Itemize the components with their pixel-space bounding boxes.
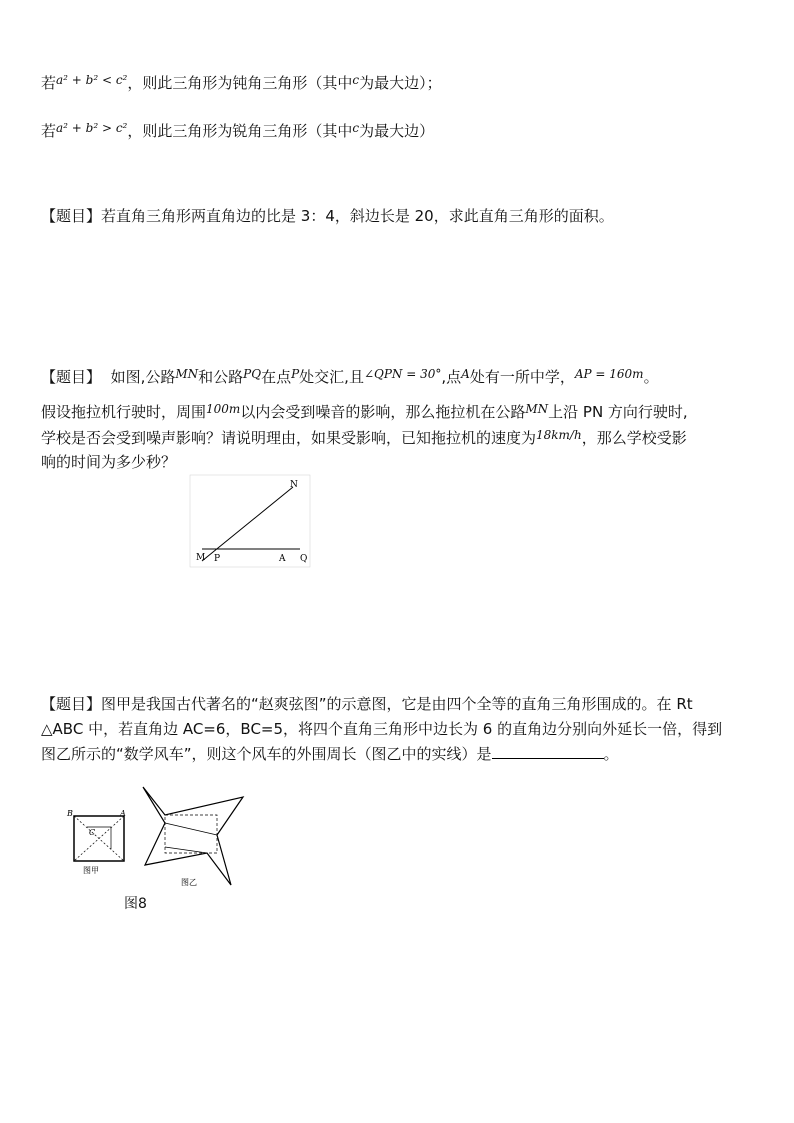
inner-line-1 (165, 823, 217, 835)
problem-3-tag: 【题目】 (41, 695, 102, 713)
caption-yi: 图乙 (181, 878, 197, 887)
label-c: C (89, 828, 96, 837)
rule-acute-suffix: 为最大边） (359, 122, 435, 140)
p2-text-a: 如图,公路 (110, 368, 176, 386)
p3-l1: 图甲是我国古代著名的“赵爽弦图”的示意图，它是由四个全等的直角三角形围成的。在 Rt (101, 695, 693, 713)
label-n: N (290, 480, 298, 490)
inner-line-2 (165, 847, 207, 853)
problem-3-line-3 (41, 744, 619, 764)
label-b: B (67, 809, 73, 818)
rule-obtuse-suffix: 为最大边）； (359, 74, 442, 92)
road-diagram (190, 475, 330, 575)
p2-l2c: 上沿 PN 方向行驶时, (548, 403, 688, 421)
problem-3-line-2 (41, 719, 722, 739)
p2-text-g: 。 (643, 368, 659, 386)
p2-text-c: 在点 (261, 368, 292, 386)
rule-acute (41, 121, 434, 142)
p2-text-d: 处交汇,且 (299, 368, 364, 386)
problem-2-line-2 (41, 402, 688, 423)
problem-3-line-1 (41, 694, 693, 714)
p2-text-f: 处有一所中学， (469, 368, 575, 386)
p2-dist: 100m (206, 402, 241, 416)
figure-jia (65, 805, 135, 880)
rule-obtuse (41, 73, 442, 94)
problem-1-tag: 【题目】 (41, 207, 102, 225)
label-a: A (120, 809, 126, 818)
rule-obtuse-var: c (352, 73, 360, 87)
answer-blank[interactable] (492, 744, 604, 759)
p2-text-e: ,点 (441, 368, 462, 386)
figure-yi (135, 785, 255, 895)
inner-square (165, 815, 217, 853)
p2-l3a: 学校是否会受到噪声影响？请说明理由，如果受影响，已知拖拉机的速度为 (41, 429, 537, 447)
caption-fig8: 图8 (124, 896, 147, 912)
rule-obtuse-formula: a² + b² < c² (56, 73, 128, 87)
p3-l3a: 图乙所示的“数学风车”，则这个风车的外围周长（图乙中的实线）是 (41, 745, 492, 763)
p2-p: P (291, 367, 300, 381)
caption-jia: 图甲 (83, 866, 99, 875)
problem-1-text: 若直角三角形两直角边的比是 3：4，斜边长是 20，求此直角三角形的面积。 (101, 207, 614, 225)
p2-l3b: ，那么学校受影 (581, 429, 687, 447)
p3-l2: △ABC 中，若直角边 AC=6，BC=5，将四个直角三角形中边长为 6 的直角边分别向外延长一倍，得到 (41, 720, 723, 738)
windmill-outline (143, 787, 243, 885)
problem-1 (41, 206, 614, 226)
p2-mn2: MN (525, 402, 549, 416)
problem-2-tag: 【题目】 (41, 368, 102, 386)
p2-speed: 18km/h (536, 428, 582, 442)
rule-acute-text: ，则此三角形为锐角三角形（其中 (127, 122, 353, 140)
rule-obtuse-text: ，则此三角形为钝角三角形（其中 (127, 74, 353, 92)
rule-acute-prefix: 若 (41, 122, 57, 140)
p2-pq: PQ (243, 367, 262, 381)
p3-l3b: 。 (603, 745, 619, 763)
p2-ap: AP = 160m (574, 367, 644, 381)
rule-obtuse-prefix: 若 (41, 74, 57, 92)
problem-2-line-4 (41, 452, 176, 472)
label-p: P (214, 554, 221, 564)
p2-l2a: 假设拖拉机行驶时，周围 (41, 403, 207, 421)
p2-a: A (461, 367, 470, 381)
p2-l2b: 以内会受到噪音的影响，那么拖拉机在公路 (240, 403, 526, 421)
problem-2-line-3 (41, 428, 687, 449)
p2-mn: MN (175, 367, 199, 381)
figure-caption (124, 894, 147, 914)
rule-acute-formula: a² + b² > c² (56, 121, 128, 135)
p2-text-b: 和公路 (198, 368, 244, 386)
problem-2-line-1 (41, 367, 659, 388)
rule-acute-var: c (352, 121, 360, 135)
label-m: M (196, 553, 206, 563)
label-a: A (279, 554, 286, 564)
road-mn (202, 487, 293, 561)
p2-l4: 响的时间为多少秒？ (41, 453, 177, 471)
p2-angle: ∠QPN = 30° (363, 367, 442, 381)
label-q: Q (300, 554, 308, 564)
